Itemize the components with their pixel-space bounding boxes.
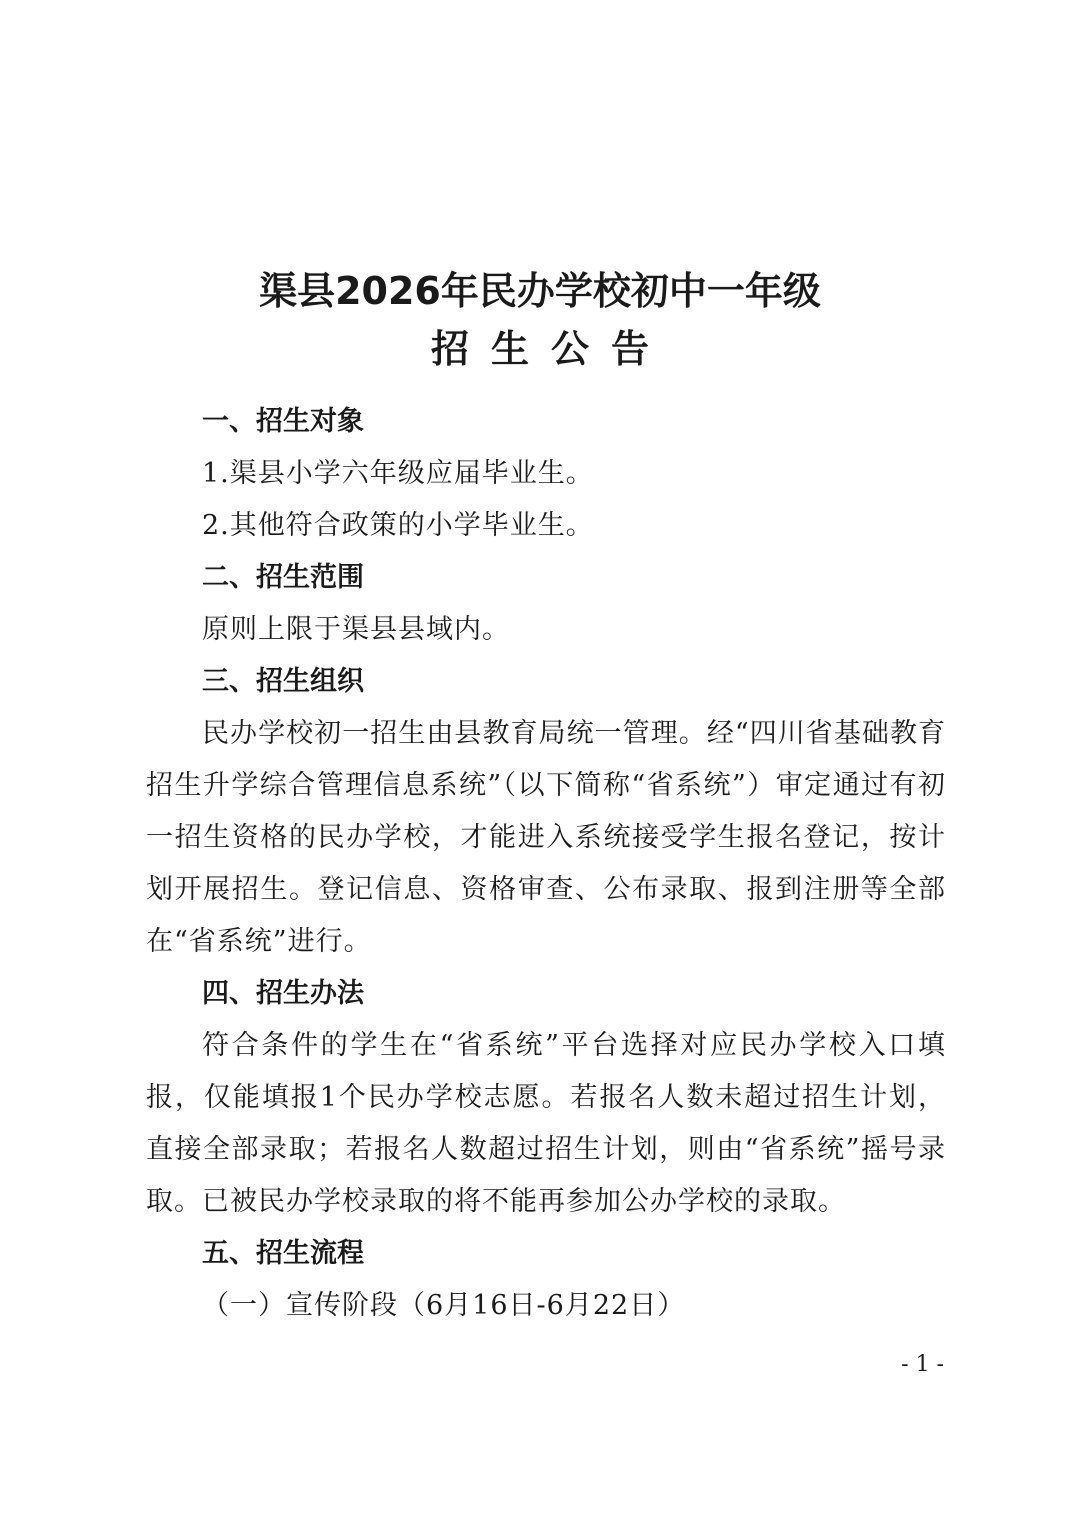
section-heading-enrollment-scope: 二、招生范围 [202,562,364,593]
enrollment-organization-text: 民办学校初一招生由县教育局统一管理。经“四川省基础教育招生升学综合管理信息系统”（以下简称“省系统”）审定通过有初一招生资格的民办学校，才能进入系统接受学生报名登记，按计划开展招生。登记信息、资格审查、公布录取、报到注册等全部在“省系统”进行。 [146,718,946,957]
document-title-line2: 招生公告 [430,327,671,371]
document-body [146,396,946,1332]
enrollment-target-item-2: 2.其他符合政策的小学毕业生。 [202,510,594,541]
page-number: - 1 - [901,1352,944,1377]
document-title-line1: 渠县2026年民办学校初中一年级 [259,269,821,313]
enrollment-method-text: 符合条件的学生在“省系统”平台选择对应民办学校入口填报，仅能填报1个民办学校志愿。若报名人数未超过招生计划，直接全部录取；若报名人数超过招生计划，则由“省系统”摇号录取。已被民办学校录取的将不能再参加公办学校的录取。 [146,1030,946,1217]
section-heading-enrollment-target: 一、招生对象 [202,406,364,437]
enrollment-target-item-1: 1.渠县小学六年级应届毕业生。 [202,458,594,489]
section-heading-enrollment-process: 五、招生流程 [202,1238,364,1269]
section-heading-enrollment-method: 四、招生办法 [202,978,364,1009]
enrollment-scope-text: 原则上限于渠县县域内。 [202,614,510,645]
section-heading-enrollment-organization: 三、招生组织 [202,666,364,697]
enrollment-process-stage-1: （一）宣传阶段（6月16日-6月22日） [202,1290,686,1321]
